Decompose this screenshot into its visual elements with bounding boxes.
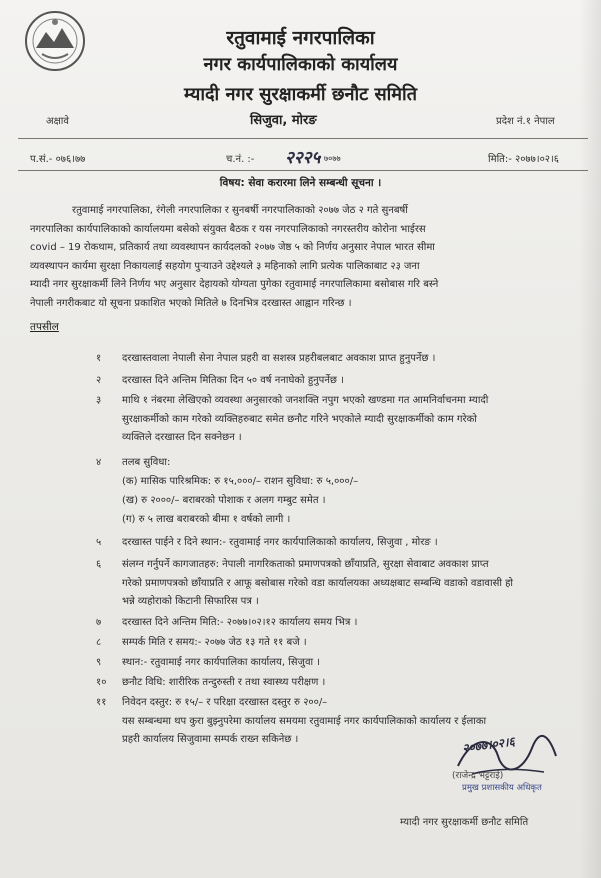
schedule-item-text: छनौट विधि: शारीरिक तन्दुरुस्ती र तथा स्वास्थ्य परीक्षण । [122, 677, 326, 688]
schedule-item-number: १० [96, 677, 107, 688]
subject-line: विषय: सेवा करारमा लिने सम्बन्धी सूचना । [219, 177, 382, 189]
schedule-item-text: भन्ने व्यहोराको किटानी सिफारिस पत्र । [122, 596, 259, 607]
org-name: रतुवामाई नगरपालिका [226, 27, 375, 49]
schedule-item-text: माथि १ नंबरमा लेखिएको व्यवस्था अनुसारको जनशक्ति नपुग भएको खण्डमा गत आमनिर्वाचनमा म्यादी [122, 395, 489, 406]
schedule-item-text: तलब सुविधा: [122, 457, 171, 468]
body-line: म्यादी नगर सुरक्षाकर्मी लिने निर्णय भए अनुसार देहायको योग्यता पुगेका रतुवामाई नगरपालिकामा बसोबास गरि बस्ने [30, 279, 439, 291]
schedule-item-number: ३ [96, 395, 102, 406]
schedule-item-number: ४ [96, 457, 102, 468]
signature-date: २०७७।०२।६ [461, 734, 516, 756]
schedule-item-text: दरखास्त दिने अन्तिम मितिका दिन ५० वर्ष ननाघेको हुनुपर्नेछ । [122, 375, 344, 386]
schedule-item-number: २ [96, 375, 102, 386]
schedule-item-text: संलग्न गर्नुपर्ने कागजातहरु: नेपाली नागरिकताको प्रमाणपत्रको छाँयाप्रति, सुरक्षा सेवाबाट अवकाश प्राप्त [122, 559, 489, 570]
schedule-item-text: प्रहरी कार्यालय सिजुवामा सम्पर्क राख्न सकिनेछ । [122, 734, 299, 745]
letter-number: प.सं.- ०७६।७७ [30, 154, 86, 165]
dispatch-suffix: ७०७७ [324, 154, 341, 163]
ref-divider [18, 170, 588, 171]
body-line: व्यवस्थापन कार्यमा सुरक्षा निकायलाई सहयोग पुऱ्याउने उद्देश्यले ३ महिनाको लागि प्रत्येक पालिकाबाट २३ जना [30, 260, 420, 272]
province-label: प्रदेश नं.१ नेपाल [496, 116, 555, 127]
schedule-item-text: (ग) रु ५ लाख बराबरको बीमा १ वर्षको लागी । [122, 514, 291, 525]
schedule-item-text: दरखास्तवाला नेपाली सेना नेपाल प्रहरी वा सशस्त्र प्रहरीबलबाट अवकाश प्राप्त हुनुपर्नेछ । [122, 353, 436, 364]
schedule-item-text: (क) मासिक पारिश्रमिक: रु १५,०००/– राशन सुविधा: रु ५,०००/– [122, 476, 359, 487]
schedule-item-number: ९ [96, 657, 102, 668]
signatory-name: (राजेन्द्र भट्टराई) [452, 771, 504, 781]
body-line: नेपाली नगरीकबाट यो सूचना प्रकाशित भएको मितिले ७ दिनभित्र दरखास्त आह्वान गरिन्छ । [30, 297, 352, 309]
schedule-item-text: सम्पर्क मिति र समय:- २०७७ जेठ १३ गते ११ बजे । [122, 637, 307, 648]
schedule-item-number: ६ [96, 559, 102, 570]
header-divider [18, 138, 588, 139]
office-name: नगर कार्यपालिकाको कार्यालय [203, 54, 398, 75]
letter-date: मिति:- २०७७।०२।६ [488, 154, 559, 165]
schedule-item-text: निवेदन दस्तुर: रु १५/– र परिक्षा दरखास्त दस्तुर रु २००/– [122, 697, 328, 708]
schedule-item-text: दरखास्त पाईने र दिने स्थान:- रतुवामाई नगर कार्यपालिकाको कार्यालय, सिजुवा , मोरङ । [122, 537, 438, 548]
body-line: रतुवामाई नगरपालिका, रंगेली नगरपालिका र सुनबर्षी नगरपालिकाको २०७७ जेठ २ गते सुनबर्षी [72, 205, 408, 216]
schedule-item-number: ७ [96, 617, 102, 628]
dispatch-number: २२२५ [285, 148, 321, 168]
schedule-title: तपसील [30, 321, 59, 333]
schedule-item-number: ५ [96, 537, 102, 548]
left-note: अक्षावे [46, 116, 69, 127]
schedule-item-number: १ [96, 353, 102, 364]
body-line: नगरपालिका कार्यपालिकाको कार्यालयमा बसेको संयुक्त बैठक र यस नगरपालिकाको नगरस्तरीय कोरोना भाईरस [30, 223, 426, 235]
schedule-item-text: (ख) रु २०००/– बराबरको पोशाक र अलग गम्बुट समेत । [122, 495, 326, 506]
office-location: सिजुवा, मोरङ [250, 113, 317, 128]
committee-footer: म्यादी नगर सुरक्षाकर्मी छनौट समिति [400, 817, 529, 828]
schedule-item-text: गरेको प्रमाणपत्रको छाँयाप्रति र आफू बसोबास गरेको वडा कार्यालयका अध्यक्षबाट सम्बन्धि वडाको वडावासी हो [122, 577, 513, 589]
body-line: covid – 19 रोकथाम, प्रतिकार्य तथा व्यवस्थापन कार्यदलको २०७७ जेष्ठ ५ को निर्णय अनुसार नेपाल भारत सीमा [30, 242, 435, 254]
schedule-item-number: ८ [96, 637, 102, 648]
schedule-item-text: सुरक्षाकर्मीको काम गरेको व्यक्तिहरुबाट समेत छनौट गरिने भएकोले म्यादी सुरक्षाकर्मीको काम गरेको [122, 413, 477, 425]
schedule-item-number: ११ [96, 697, 107, 708]
signatory-title: प्रमुख प्रशासकीय अधिकृत [462, 783, 542, 793]
schedule-item-text: दरखास्त दिने अन्तिम मिति:- २०७७।०२।१२ कार्यालय समय भित्र । [122, 617, 358, 628]
committee-name: म्यादी नगर सुरक्षाकर्मी छनौट समिति [184, 84, 417, 105]
dispatch-label: च.नं. :- [226, 154, 255, 165]
schedule-item-text: यस सम्बन्धमा थप कुरा बुझ्नुपरेमा कार्यालय समयमा रतुवामाई नगर कार्यपालिकाको कार्यालय र ईलाका [122, 715, 487, 727]
notice-body [30, 202, 580, 314]
schedule-item-text: स्थान:- रतुवामाई नगर कार्यपालिका कार्यालय, सिजुवा । [122, 657, 321, 668]
schedule-item-text: व्यक्तिले दरखास्त दिन सक्नेछन । [122, 432, 242, 443]
